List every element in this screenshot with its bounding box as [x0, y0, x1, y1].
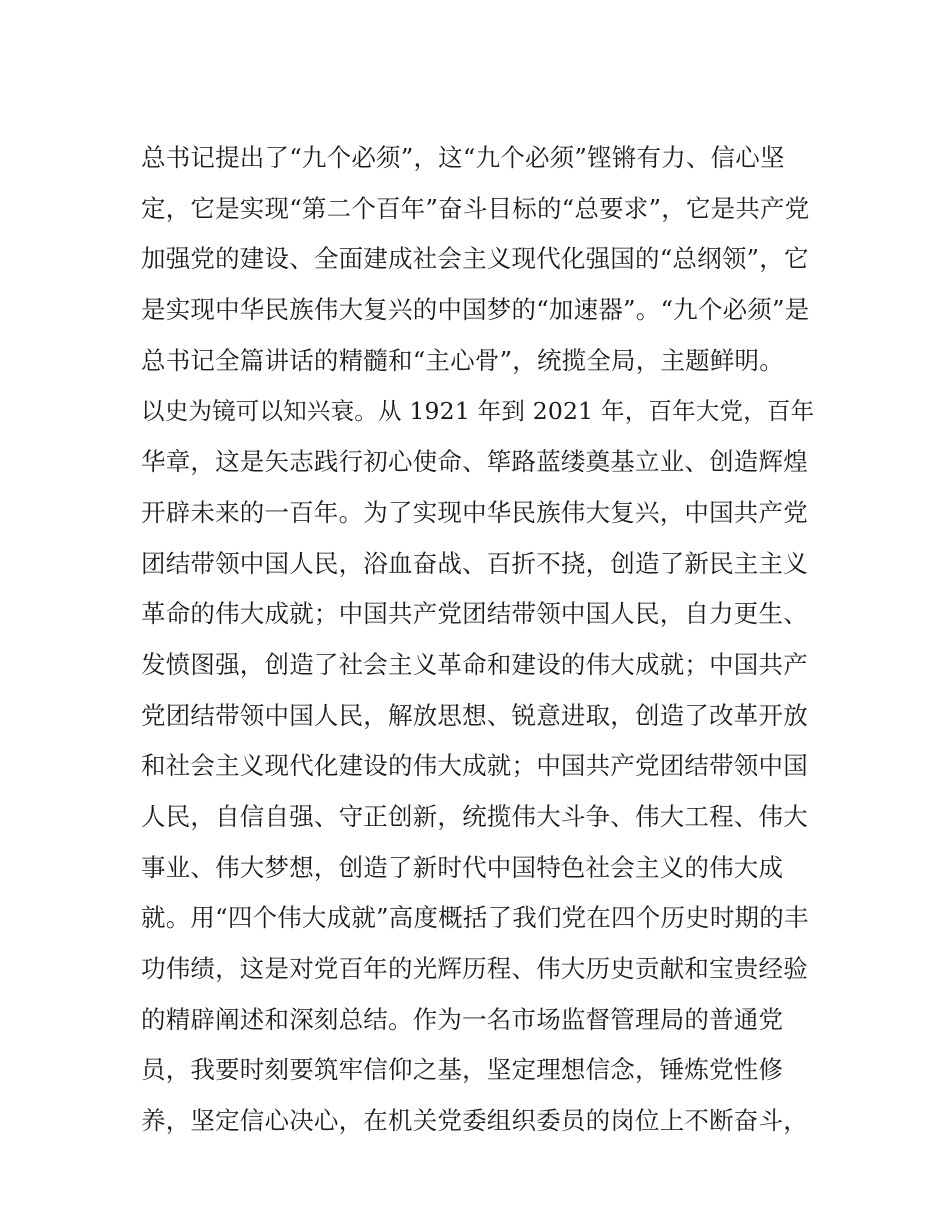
text-line: 团结带领中国人民，浴血奋战、百折不挠，创造了新民主主义 — [141, 548, 808, 578]
text-line: 总书记全篇讲话的精髓和“主心骨”，统揽全局，主题鲜明。 — [141, 345, 784, 375]
body-text — [141, 133, 821, 1147]
text-line: 就。用“四个伟大成就”高度概括了我们党在四个历史时期的丰 — [141, 903, 809, 933]
text-line: 事业、伟大梦想，创造了新时代中国特色社会主义的伟大成 — [141, 852, 784, 882]
text-line: 功伟绩，这是对党百年的光辉历程、伟大历史贡献和宝贵经验 — [141, 954, 808, 983]
text-line: 发愤图强，创造了社会主义革命和建设的伟大成就；中国共产 — [141, 649, 808, 679]
text-line: 革命的伟大成就；中国共产党团结带领中国人民，自力更生、 — [141, 599, 808, 629]
text-line: 以史为镜可以知兴衰。从 1921 年到 2021 年，百年大党，百年 — [141, 397, 815, 426]
text-line: 党团结带领中国人民，解放思想、锐意进取，创造了改革开放 — [141, 700, 808, 730]
text-line: 华章，这是矢志践行初心使命、筚路蓝缕奠基立业、创造辉煌 — [141, 447, 808, 477]
text-line: 和社会主义现代化建设的伟大成就；中国共产党团结带领中国 — [141, 751, 808, 781]
text-line: 定，它是实现“第二个百年”奋斗目标的“总要求”，它是共产党 — [141, 193, 810, 223]
text-line: 员，我要时刻要筑牢信仰之基，坚定理想信念，锤炼党性修 — [141, 1055, 784, 1085]
text-line: 是实现中华民族伟大复兴的中国梦的“加速器”。“九个必须”是 — [141, 295, 810, 325]
text-line: 加强党的建设、全面建成社会主义现代化强国的“总纲领”，它 — [141, 244, 809, 274]
text-line: 总书记提出了“九个必须”，这“九个必须”铿锵有力、信心坚 — [141, 143, 785, 172]
text-line: 人民，自信自强、守正创新，统揽伟大斗争、伟大工程、伟大 — [141, 801, 808, 831]
text-line: 开辟未来的一百年。为了实现中华民族伟大复兴，中国共产党 — [141, 497, 808, 527]
text-line: 的精辟阐述和深刻总结。作为一名市场监督管理局的普通党 — [141, 1004, 784, 1034]
text-line: 养，坚定信心决心，在机关党委组织委员的岗位上不断奋斗， — [141, 1106, 808, 1136]
